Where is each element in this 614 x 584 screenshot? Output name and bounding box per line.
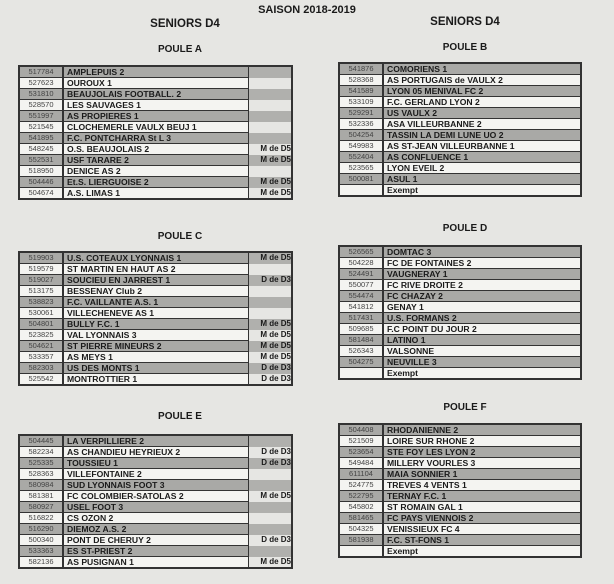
club-code: 504228 [339,258,383,269]
team-row [339,152,581,163]
team-name: RHODANIENNE 2 [383,424,581,436]
team-name: AMPLEPUIS 2 [63,66,249,78]
team-row [339,269,581,280]
team-row [339,174,581,185]
team-name: MONTROTTIER 1 [63,374,249,386]
team-row [339,185,581,197]
team-row [19,286,292,297]
poule-e-title: POULE E [158,411,202,422]
team-row [339,63,581,75]
team-note: M de D5 [249,252,293,264]
team-note [249,308,293,319]
club-code: 504621 [19,341,63,352]
team-name: BEAUJOLAIS FOOTBALL. 2 [63,89,249,100]
team-row [339,513,581,524]
team-name: AS PUSIGNAN 1 [63,557,249,569]
team-note [249,513,293,524]
team-row [19,252,292,264]
club-code: 533357 [19,352,63,363]
team-name: F.C. PONTCHARRA St L 3 [63,133,249,144]
team-name: VILLEFONTAINE 2 [63,469,249,480]
team-row [339,491,581,502]
team-name: Exempt [383,185,581,197]
team-note: M de D5 [249,155,293,166]
team-note [249,297,293,308]
team-name: Exempt [383,368,581,380]
team-name: LATINO 1 [383,335,581,346]
team-name: TREVES 4 VENTS 1 [383,480,581,491]
club-code: 580984 [19,480,63,491]
team-row [339,119,581,130]
team-note [249,546,293,557]
team-name: LOIRE SUR RHONE 2 [383,436,581,447]
team-row [339,469,581,480]
team-name: U.S. COTEAUX LYONNAIS 1 [63,252,249,264]
club-code: 523825 [19,330,63,341]
team-note [249,524,293,535]
team-name: LYON EVEIL 2 [383,163,581,174]
club-code [339,185,383,197]
club-code: 541812 [339,302,383,313]
team-note: M de D5 [260,144,291,153]
team-name: TASSIN LA DEMI LUNE UO 2 [383,130,581,141]
team-row [19,188,292,200]
club-code: 504275 [339,357,383,368]
team-name: F.C. GERLAND LYON 2 [383,97,581,108]
team-row [339,97,581,108]
club-code: 528570 [19,100,63,111]
team-name: NEUVILLE 3 [383,357,581,368]
team-name: MAIA SONNIER 1 [383,469,581,480]
club-code: 527623 [19,78,63,89]
team-name: VENISSIEUX FC 4 [383,524,581,535]
club-code: 522795 [339,491,383,502]
team-row [19,111,292,122]
team-row [19,524,292,535]
team-name: AS ST-JEAN VILLEURBANNE 1 [383,141,581,152]
team-name: FC DE FONTAINES 2 [383,258,581,269]
team-row [19,297,292,308]
club-code: 517431 [339,313,383,324]
club-code: 541895 [19,133,63,144]
team-row [19,557,292,569]
club-code: 550077 [339,280,383,291]
team-name: SUD LYONNAIS FOOT 3 [63,480,249,491]
team-note [249,502,293,513]
club-code: 504408 [339,424,383,436]
team-note [249,133,293,144]
team-row [19,535,292,546]
team-row [19,66,292,78]
team-note: M de D5 [249,177,293,188]
club-code: 541589 [339,86,383,97]
club-code: 581484 [339,335,383,346]
team-row [339,480,581,491]
team-name: U.S. FORMANS 2 [383,313,581,324]
team-row [19,89,292,100]
club-code: 524775 [339,480,383,491]
team-row [339,258,581,269]
season-title: SAISON 2018-2019 [258,4,356,16]
team-row [339,302,581,313]
team-note [249,111,293,122]
team-row [339,324,581,335]
team-name: F.C. VAILLANTE A.S. 1 [63,297,249,308]
team-note: M de D5 [260,330,291,339]
club-code: 541876 [339,63,383,75]
club-code: 582136 [19,557,63,569]
team-row [339,130,581,141]
team-row [339,424,581,436]
club-code: 500081 [339,174,383,185]
team-row [19,513,292,524]
poule-d-table [338,245,582,380]
team-row [339,368,581,380]
team-note [249,66,293,78]
team-row [19,352,292,363]
club-code: 552531 [19,155,63,166]
poule-c-title: POULE C [157,231,203,242]
team-row [19,469,292,480]
team-row [19,122,292,133]
team-name: F.C. ST-FONS 1 [383,535,581,546]
team-name: CLOCHEMERLE VAULX BEUJ 1 [63,122,249,133]
club-code: 524491 [339,269,383,280]
team-name: DIEMOZ A.S. 2 [63,524,249,535]
club-code: 504801 [19,319,63,330]
club-code: 551997 [19,111,63,122]
team-name: LA VERPILLIERE 2 [63,435,249,447]
club-code: 519027 [19,275,63,286]
team-name: LYON 05 MENIVAL FC 2 [383,86,581,97]
team-name: STE FOY LES LYON 2 [383,447,581,458]
team-name: US DES MONTS 1 [63,363,249,374]
poule-a-title: POULE A [157,44,203,55]
club-code: 533109 [339,97,383,108]
team-row [339,502,581,513]
team-name: ST ROMAIN GAL 1 [383,502,581,513]
team-note [249,89,293,100]
team-row [339,75,581,86]
team-name: SOUCIEU EN JARREST 1 [63,275,249,286]
club-code: 523565 [339,163,383,174]
club-code: 516822 [19,513,63,524]
team-row [19,374,292,386]
team-row [19,275,292,286]
club-code: 526343 [339,346,383,357]
club-code: 504254 [339,130,383,141]
poule-b-title: POULE B [442,42,488,53]
team-name: USEL FOOT 3 [63,502,249,513]
team-name: CS OZON 2 [63,513,249,524]
team-name: AS PROPIERES 1 [63,111,249,122]
club-code: 580927 [19,502,63,513]
team-note: M de D5 [260,556,291,566]
team-note [249,166,293,177]
club-code: 517784 [19,66,63,78]
club-code: 528363 [19,469,63,480]
club-code: 528368 [339,75,383,86]
team-row [339,458,581,469]
team-note [249,480,293,491]
team-row [19,480,292,491]
team-note: D de D3 [249,458,293,469]
club-code: 545802 [339,502,383,513]
club-code: 519579 [19,264,63,275]
team-name: BULLY F.C. 1 [63,319,249,330]
team-name: F.C POINT DU JOUR 2 [383,324,581,335]
club-code: 500340 [19,535,63,546]
team-row [339,141,581,152]
team-note: D de D3 [261,447,291,456]
club-code: 530061 [19,308,63,319]
team-row [339,246,581,258]
team-row [19,308,292,319]
club-code: 531810 [19,89,63,100]
club-code: 504445 [19,435,63,447]
team-name: OUROUX 1 [63,78,249,89]
team-name: AS MEYS 1 [63,352,249,363]
team-note: D de D3 [261,535,291,544]
team-row [19,363,292,374]
team-note: D de D3 [249,363,293,374]
team-row [19,78,292,89]
team-row [339,108,581,119]
team-row [339,280,581,291]
club-code: 504446 [19,177,63,188]
team-note: M de D5 [260,491,291,500]
team-row [19,100,292,111]
team-name: AS CHANDIEU HEYRIEUX 2 [63,447,249,458]
team-row [339,546,581,558]
team-row [19,491,292,502]
team-note: D de D3 [261,373,291,383]
club-code: 521509 [339,436,383,447]
team-note: D de D3 [249,275,293,286]
team-row [339,447,581,458]
team-name: Exempt [383,546,581,558]
team-name: LES SAUVAGES 1 [63,100,249,111]
team-name: TOUSSIEU 1 [63,458,249,469]
team-note: M de D5 [249,341,293,352]
poule-e-table [18,434,293,569]
club-code: 523654 [339,447,383,458]
team-name: USF TARARE 2 [63,155,249,166]
team-note [249,264,293,275]
club-code: 581938 [339,535,383,546]
poule-b-table [338,62,582,197]
club-code: 504325 [339,524,383,535]
category-left: SENIORS D4 [150,18,220,30]
team-row [19,435,292,447]
team-name: DENICE AS 2 [63,166,249,177]
team-name: FC PAYS VIENNOIS 2 [383,513,581,524]
team-note: M de D5 [260,352,291,361]
team-name: US VAULX 2 [383,108,581,119]
club-code: 509685 [339,324,383,335]
club-code: 554474 [339,291,383,302]
team-row [19,502,292,513]
team-row [339,163,581,174]
team-row [19,447,292,458]
team-name: PONT DE CHERUY 2 [63,535,249,546]
club-code: 521545 [19,122,63,133]
poule-f-table [338,423,582,558]
club-code: 548245 [19,144,63,155]
club-code: 582234 [19,447,63,458]
team-name: ASUL 1 [383,174,581,185]
club-code: 526565 [339,246,383,258]
team-row [19,133,292,144]
club-code: 552404 [339,152,383,163]
team-note: M de D5 [260,187,291,197]
team-row [339,535,581,546]
club-code: 538823 [19,297,63,308]
team-name: FC COLOMBIER-SATOLAS 2 [63,491,249,502]
team-note [249,122,293,133]
club-code: 518950 [19,166,63,177]
club-code: 504674 [19,188,63,200]
category-right: SENIORS D4 [430,16,500,28]
team-row [19,330,292,341]
team-row [19,319,292,330]
team-name: ASA VILLEURBANNE 2 [383,119,581,130]
team-name: DOMTAC 3 [383,246,581,258]
poule-c-table [18,251,293,386]
team-note [249,435,293,447]
team-row [339,346,581,357]
team-row [19,144,292,155]
club-code [339,368,383,380]
team-row [339,86,581,97]
team-name: ES ST-PRIEST 2 [63,546,249,557]
club-code: 529291 [339,108,383,119]
club-code: 533363 [19,546,63,557]
team-row [339,524,581,535]
club-code: 582303 [19,363,63,374]
team-note [249,469,293,480]
club-code: 525542 [19,374,63,386]
team-row [339,291,581,302]
team-note [249,286,293,297]
team-note: M de D5 [249,319,293,330]
team-note [249,100,293,111]
club-code: 532336 [339,119,383,130]
team-row [339,335,581,346]
team-name: BESSENAY Club 2 [63,286,249,297]
club-code [339,546,383,558]
poule-d-title: POULE D [442,223,488,234]
team-name: VALSONNE [383,346,581,357]
team-row [19,155,292,166]
club-code: 525335 [19,458,63,469]
team-name: ST MARTIN EN HAUT AS 2 [63,264,249,275]
team-name: FC RIVE DROITE 2 [383,280,581,291]
team-name: GENAY 1 [383,302,581,313]
club-code: 581465 [339,513,383,524]
team-name: COMORIENS 1 [383,63,581,75]
team-row [19,166,292,177]
team-row [339,436,581,447]
team-row [339,313,581,324]
team-name: AS PORTUGAIS de VAULX 2 [383,75,581,86]
team-name: MILLERY VOURLES 3 [383,458,581,469]
poule-f-title: POULE F [443,402,487,413]
team-row [19,341,292,352]
team-note [249,78,293,89]
team-name: TERNAY F.C. 1 [383,491,581,502]
team-name: VILLECHENEVE AS 1 [63,308,249,319]
team-name: FC CHAZAY 2 [383,291,581,302]
team-name: A.S. LIMAS 1 [63,188,249,200]
team-name: O.S. BEAUJOLAIS 2 [63,144,249,155]
team-name: VAUGNERAY 1 [383,269,581,280]
club-code: 549983 [339,141,383,152]
club-code: 581381 [19,491,63,502]
club-code: 513175 [19,286,63,297]
team-name: Et.S. LIERGUOISE 2 [63,177,249,188]
poule-a-table [18,65,293,200]
team-row [19,458,292,469]
club-code: 549484 [339,458,383,469]
team-row [19,546,292,557]
club-code: 516290 [19,524,63,535]
club-code: 611104 [339,469,383,480]
team-name: VAL LYONNAIS 3 [63,330,249,341]
team-row [19,264,292,275]
team-name: ST PIERRE MINEURS 2 [63,341,249,352]
team-row [339,357,581,368]
team-name: AS CONFLUENCE 1 [383,152,581,163]
club-code: 519903 [19,252,63,264]
team-row [19,177,292,188]
